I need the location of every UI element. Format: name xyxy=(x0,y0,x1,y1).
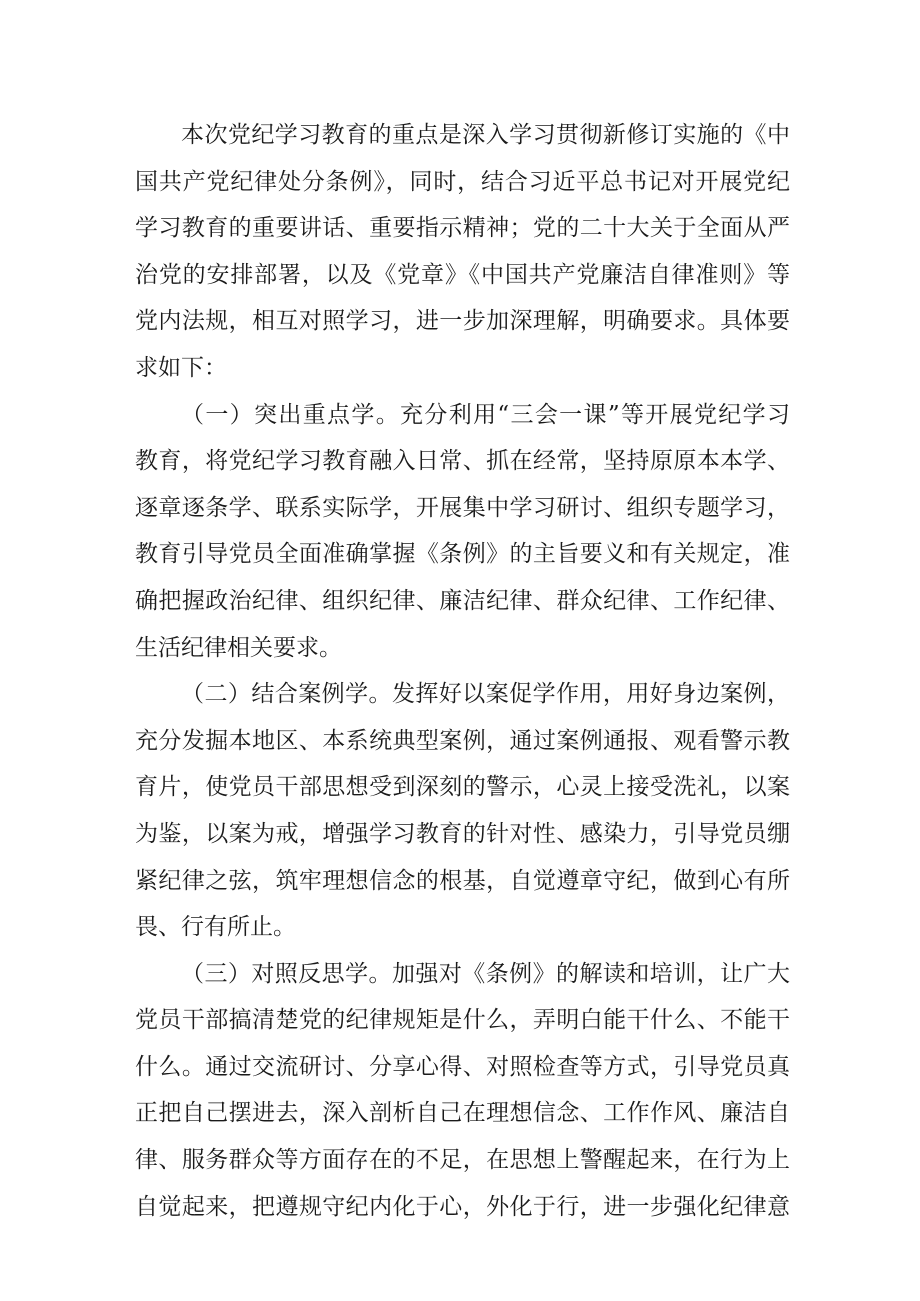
text-line: 本次党纪学习教育的重点是深入学习贯彻新修订实施的《中 xyxy=(181,122,790,148)
text-line: 党员干部搞清楚党的纪律规矩是什么，弄明白能干什么、不能干 xyxy=(135,1007,790,1034)
text-line: 治党的安排部署，以及《党章》《中国共产党廉洁自律准则》等 xyxy=(135,261,790,288)
text-line: 确把握政治纪律、组织纪律、廉洁纪律、群众纪律、工作纪律、 xyxy=(135,587,790,614)
text-line: 自觉起来，把遵规守纪内化于心，外化于行，进一步强化纪律意 xyxy=(135,1193,790,1220)
text-line: 正把自己摆进去，深入剖析自己在理想信念、工作作风、廉洁自 xyxy=(135,1100,790,1127)
text-line: 育片，使党员干部思想受到深刻的警示，心灵上接受洗礼，以案 xyxy=(135,774,790,801)
text-line: 充分发掘本地区、本系统典型案例，通过案例通报、观看警示教 xyxy=(135,727,790,754)
text-line: 律、服务群众等方面存在的不足，在思想上警醒起来，在行为上 xyxy=(135,1147,790,1174)
text-line: 为鉴，以案为戒，增强学习教育的针对性、感染力，引导党员绷 xyxy=(135,820,790,847)
text-line: 求如下： xyxy=(135,354,227,381)
text-line: （一）突出重点学。充分利用“三会一课”等开展党纪学习 xyxy=(181,401,790,428)
text-line: （二）结合案例学。发挥好以案促学作用，用好身边案例， xyxy=(181,681,790,708)
paragraph-section-2 xyxy=(135,671,790,951)
paragraph-section-1 xyxy=(135,392,790,672)
text-line: 生活纪律相关要求。 xyxy=(135,634,342,661)
paragraph-intro xyxy=(135,112,790,392)
text-line: 学习教育的重要讲话、重要指示精神；党的二十大关于全面从严 xyxy=(135,215,790,242)
paragraph-section-3 xyxy=(135,951,790,1231)
text-line: 教育，将党纪学习教育融入日常、抓在经常，坚持原原本本学、 xyxy=(135,448,790,475)
text-line: 国共产党纪律处分条例》，同时，结合习近平总书记对开展党纪 xyxy=(135,168,790,195)
document-body xyxy=(135,112,790,1230)
text-line: 什么。通过交流研讨、分享心得、对照检查等方式，引导党员真 xyxy=(135,1053,790,1080)
text-line: （三）对照反思学。加强对《条例》的解读和培训，让广大 xyxy=(181,960,790,987)
text-line: 逐章逐条学、联系实际学，开展集中学习研讨、组织专题学习， xyxy=(135,494,790,521)
text-line: 教育引导党员全面准确掌握《条例》的主旨要义和有关规定，准 xyxy=(135,541,790,568)
text-line: 畏、行有所止。 xyxy=(135,914,296,941)
text-line: 党内法规，相互对照学习，进一步加深理解，明确要求。具体要 xyxy=(135,308,790,335)
text-line: 紧纪律之弦，筑牢理想信念的根基，自觉遵章守纪，做到心有所 xyxy=(135,867,790,894)
